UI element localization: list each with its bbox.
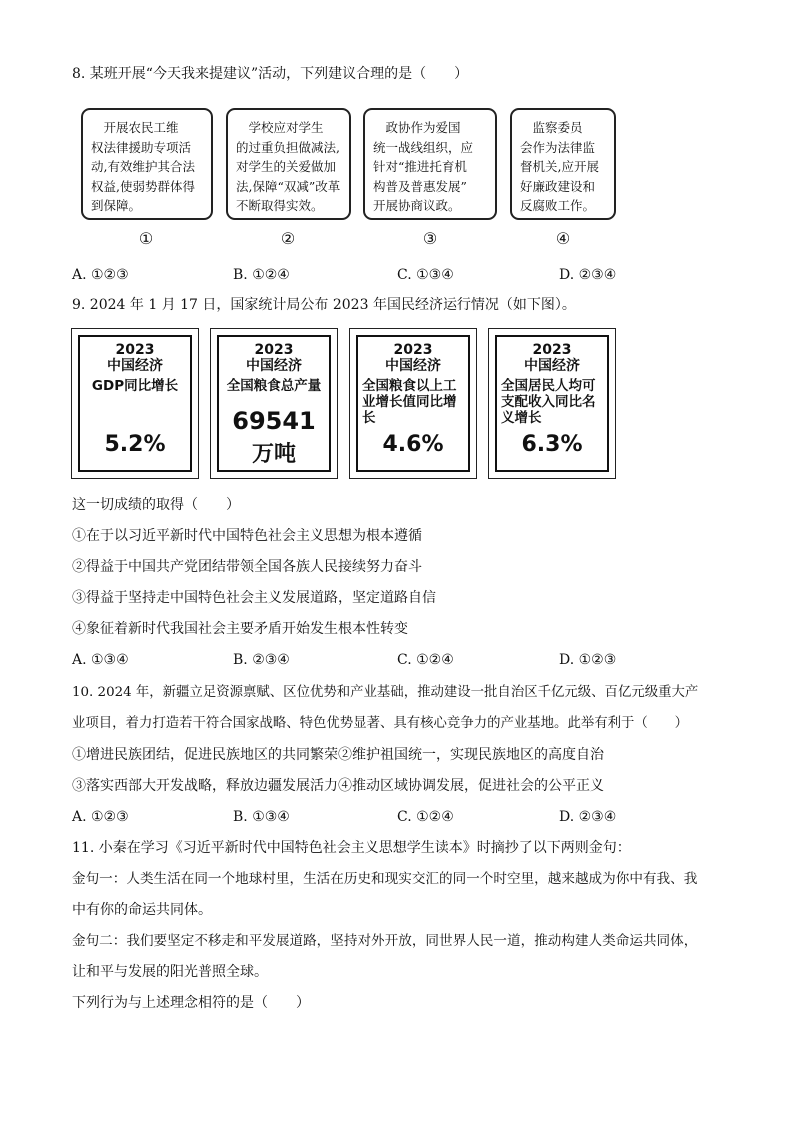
stat-title: 中国经济 xyxy=(246,358,302,374)
stat-year: 2023 xyxy=(532,342,572,358)
stat-label: GDP同比增长 xyxy=(91,378,179,394)
option-c[interactable]: C. ①②④ xyxy=(397,652,454,668)
stat-title: 中国经济 xyxy=(385,358,441,374)
option-c[interactable]: C. ①②④ xyxy=(397,809,454,825)
option-b[interactable]: B. ①③④ xyxy=(233,809,290,825)
stat-card-gdp xyxy=(71,328,199,479)
option-a[interactable]: A. ①③④ xyxy=(72,652,129,668)
card-line: 会作为法律监 xyxy=(520,139,596,155)
card-line: 反腐败工作。 xyxy=(520,198,596,213)
stat-year: 2023 xyxy=(393,342,433,358)
card-line: 构普及普惠发展” xyxy=(373,178,467,194)
option-a[interactable]: A. ①②③ xyxy=(72,809,129,825)
card-line: 的过重负担做减法, xyxy=(236,139,340,155)
card-line: 政协作为爱国 xyxy=(373,120,461,135)
card-number-4: ④ xyxy=(555,229,571,248)
suggestion-card-3 xyxy=(363,108,497,220)
q9-stem: 9. 2024 年 1 月 17 日，国家统计局公布 2023 年国民经济运行情况（如下图）。 xyxy=(72,297,576,313)
stat-label: 全国居民人均可支配收入同比名义增长 xyxy=(501,378,596,426)
card-line: 针对“推进托育机 xyxy=(373,159,467,174)
option-d[interactable]: D. ②③④ xyxy=(559,809,617,825)
q9-item-3: ③得益于坚持走中国特色社会主义发展道路，坚定道路自信 xyxy=(72,590,436,606)
stat-year: 2023 xyxy=(115,342,155,358)
q11-gold-1-line-1: 金句一：人类生活在同一个地球村里，生活在历史和现实交汇的同一个时空里，越来越成为你中有我、我 xyxy=(72,871,698,887)
stat-label: 全国粮食总产量 xyxy=(226,378,322,394)
option-c[interactable]: C. ①③④ xyxy=(397,267,454,283)
stat-unit: 万吨 xyxy=(251,442,296,467)
stat-label: 全国粮食以上工业增长值同比增长 xyxy=(362,378,457,426)
card-line: 权法律援助专项活 xyxy=(91,139,192,155)
card-line: 不断取得实效。 xyxy=(236,198,324,213)
card-line: 开展农民工维 xyxy=(91,120,179,135)
q11-question: 下列行为与上述理念相符的是（ ） xyxy=(72,995,310,1011)
suggestion-card-1 xyxy=(81,108,213,220)
card-line: 开展协商议政。 xyxy=(373,198,461,213)
option-a[interactable]: A. ①②③ xyxy=(72,267,129,283)
card-line: 到保障。 xyxy=(91,198,142,213)
q10-items-line-2: ③落实西部大开发战略，释放边疆发展活力④推动区域协调发展，促进社会的公平正义 xyxy=(72,778,604,794)
card-line: 好廉政建设和 xyxy=(520,178,596,194)
card-line: 对学生的关爱做加 xyxy=(236,159,337,174)
card-line: 监察委员 xyxy=(520,120,583,135)
stat-title: 中国经济 xyxy=(524,358,580,374)
q10-stem-line-1: 10. 2024 年，新疆立足资源禀赋、区位优势和产业基础，推动建设一批自治区千亿元级、百亿元级重大产 xyxy=(72,685,699,700)
stat-card-grain xyxy=(210,328,338,479)
card-line: 统一战线组织，应 xyxy=(373,139,474,155)
stat-value: 4.6% xyxy=(382,432,444,457)
q11-gold-1-line-2: 中有你的命运共同体。 xyxy=(72,902,212,918)
card-line: 动,有效维护其合法 xyxy=(91,159,195,174)
stat-value: 69541 xyxy=(232,407,316,435)
stat-value: 5.2% xyxy=(104,432,166,457)
q11-gold-2-line-1: 金句二：我们要坚定不移走和平发展道路，坚持对外开放，同世界人民一道，推动构建人类命运共同体， xyxy=(72,933,698,949)
q10-stem-line-2: 业项目，着力打造若干符合国家战略、特色优势显著、具有核心竞争力的产业基地。此举有利于（ ） xyxy=(72,716,688,731)
q10-items-line-1: ①增进民族团结，促进民族地区的共同繁荣②维护祖国统一，实现民族地区的高度自治 xyxy=(72,747,604,763)
q9-item-4: ④象征着新时代我国社会主要矛盾开始发生根本性转变 xyxy=(72,621,408,637)
q9-question: 这一切成绩的取得（ ） xyxy=(72,497,240,513)
q11-stem: 11. 小秦在学习《习近平新时代中国特色社会主义思想学生读本》时摘抄了以下两则金句： xyxy=(72,840,631,856)
stat-card-income xyxy=(488,328,616,479)
option-b[interactable]: B. ②③④ xyxy=(233,652,290,668)
option-d[interactable]: D. ②③④ xyxy=(559,267,617,283)
stat-title: 中国经济 xyxy=(107,358,163,374)
q8-stem: 8. 某班开展“今天我来提建议”活动，下列建议合理的是（ ） xyxy=(72,66,469,82)
stat-card-industry xyxy=(349,328,477,479)
card-line: 权益,使弱势群体得 xyxy=(91,178,195,194)
card-number-3: ③ xyxy=(422,229,438,248)
stat-year: 2023 xyxy=(254,342,294,358)
card-line: 法,保障“双减”改革 xyxy=(236,178,341,194)
suggestion-card-2 xyxy=(226,108,351,220)
q11-gold-2-line-2: 让和平与发展的阳光普照全球。 xyxy=(72,964,268,980)
q9-item-1: ①在于以习近平新时代中国特色社会主义思想为根本遵循 xyxy=(72,528,422,544)
q9-item-2: ②得益于中国共产党团结带领全国各族人民接续努力奋斗 xyxy=(72,559,422,575)
card-line: 督机关,应开展 xyxy=(520,159,599,174)
suggestion-card-4 xyxy=(510,108,616,220)
card-number-2: ② xyxy=(280,229,296,248)
option-b[interactable]: B. ①②④ xyxy=(233,267,290,283)
stat-value: 6.3% xyxy=(521,432,583,457)
card-line: 学校应对学生 xyxy=(236,120,324,135)
card-number-1: ① xyxy=(138,229,154,248)
option-d[interactable]: D. ①②③ xyxy=(559,652,617,668)
